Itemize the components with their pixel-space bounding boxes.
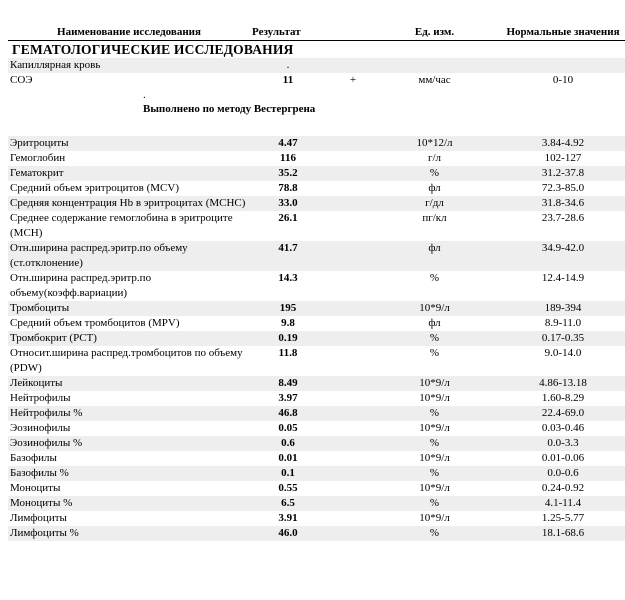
soe-flag: + xyxy=(349,74,357,86)
row-flag xyxy=(326,136,380,151)
table-row xyxy=(8,406,625,421)
row-name: Базофилы xyxy=(10,452,57,464)
row-flag xyxy=(326,526,380,541)
section-title-row xyxy=(8,41,625,59)
row-flag xyxy=(326,331,380,346)
row-result: 3.91 xyxy=(278,512,298,524)
table-row xyxy=(8,526,625,541)
row-unit: 10*9/л xyxy=(419,482,450,494)
row-unit: 10*12/л xyxy=(380,136,489,151)
method-note: Выполнено по методу Вестергрена xyxy=(143,103,316,115)
section-title: ГЕМАТОЛОГИЧЕСКИЕ ИССЛЕДОВАНИЯ xyxy=(12,42,294,57)
row-flag xyxy=(326,376,380,391)
row-norm: 0.17-0.35 xyxy=(489,331,625,346)
row-norm: 34.9-42.0 xyxy=(489,241,625,271)
table-row xyxy=(8,421,625,436)
row-name: Моноциты % xyxy=(8,496,250,511)
row-unit: 10*9/л xyxy=(380,301,489,316)
table-row xyxy=(8,241,625,271)
row-norm: 9.0-14.0 xyxy=(544,347,582,359)
table-row xyxy=(8,211,625,241)
row-norm: 1.60-8.29 xyxy=(541,392,585,404)
row-unit: 10*9/л xyxy=(419,422,450,434)
row-flag xyxy=(326,421,380,436)
table-row xyxy=(8,481,625,496)
table-row xyxy=(8,196,625,211)
row-result: 3.97 xyxy=(278,392,298,404)
row-result: 0.05 xyxy=(278,422,298,434)
table-row xyxy=(8,511,625,526)
row-unit: % xyxy=(380,166,489,181)
table-row xyxy=(8,316,625,331)
row-flag xyxy=(326,301,380,316)
row-name: Отн.ширина распред.эритр.по объему(коэфф.вариации) xyxy=(10,272,152,299)
row-result: 41.7 xyxy=(250,241,326,271)
row-unit: % xyxy=(380,466,489,481)
row-name: Эритроциты xyxy=(8,136,250,151)
row-result: 0.19 xyxy=(250,331,326,346)
row-unit: % xyxy=(380,526,489,541)
row-norm: 0.01-0.06 xyxy=(541,452,585,464)
row-name: Гематокрит xyxy=(8,166,250,181)
row-norm: 31.2-37.8 xyxy=(489,166,625,181)
row-name: Тромбоциты xyxy=(8,301,250,316)
row-name: Нейтрофилы xyxy=(10,392,71,404)
row-unit: фл xyxy=(380,241,489,271)
row-name: Средний объем эритроцитов (MCV) xyxy=(10,182,180,194)
lab-report xyxy=(8,25,620,541)
row-name: Средняя концентрация Hb в эритроцитах (MCHC) xyxy=(8,196,250,211)
row-norm: 1.25-5.77 xyxy=(541,512,585,524)
header-name: Наименование исследования xyxy=(8,25,250,41)
row-unit: % xyxy=(429,347,440,359)
row-flag xyxy=(326,496,380,511)
row-name: Гемоглобин xyxy=(10,152,66,164)
row-flag xyxy=(326,466,380,481)
row-flag xyxy=(326,451,380,466)
row-unit: фл xyxy=(428,317,441,329)
results-table xyxy=(8,25,625,541)
table-row xyxy=(8,166,625,181)
table-row xyxy=(8,181,625,196)
soe-norm: 0-10 xyxy=(552,74,574,86)
row-norm: 8.9-11.0 xyxy=(544,317,582,329)
method-note-row xyxy=(8,102,625,116)
row-name: Лимфоциты xyxy=(10,512,67,524)
row-unit: % xyxy=(380,406,489,421)
row-flag xyxy=(326,271,380,301)
table-row xyxy=(8,301,625,316)
row-norm: 3.84-4.92 xyxy=(489,136,625,151)
row-unit: % xyxy=(380,331,489,346)
row-name: Тромбокрит (PCT) xyxy=(8,331,250,346)
row-name: Базофилы % xyxy=(8,466,250,481)
row-flag xyxy=(326,166,380,181)
row-norm: 31.8-34.6 xyxy=(489,196,625,211)
row-name: Эозинофилы % xyxy=(8,436,250,451)
row-unit: пг/кл xyxy=(422,212,447,224)
row-name: Относит.ширина распред.тромбоцитов по объему (PDW) xyxy=(10,347,243,374)
row-result: 11.8 xyxy=(278,347,298,359)
row-result: 6.5 xyxy=(250,496,326,511)
row-flag xyxy=(326,211,380,241)
row-result: 46.8 xyxy=(250,406,326,421)
row-flag xyxy=(326,511,380,526)
row-result: 4.47 xyxy=(250,136,326,151)
soe-result: 11 xyxy=(282,74,294,86)
sample-result: . xyxy=(250,58,326,73)
row-flag xyxy=(326,241,380,271)
row-result: 0.01 xyxy=(278,452,298,464)
row-norm: 23.7-28.6 xyxy=(541,212,585,224)
table-row xyxy=(8,151,625,166)
row-flag xyxy=(326,181,380,196)
row-norm: 12.4-14.9 xyxy=(541,272,585,284)
table-row xyxy=(8,391,625,406)
row-norm: 0.24-0.92 xyxy=(541,482,585,494)
row-flag xyxy=(326,406,380,421)
row-result: 116 xyxy=(280,152,296,164)
row-result: 0.6 xyxy=(250,436,326,451)
row-name: Средний объем тромбоцитов (MPV) xyxy=(10,317,180,329)
row-norm: 72.3-85.0 xyxy=(541,182,585,194)
row-name: Лимфоциты % xyxy=(8,526,250,541)
row-unit: г/л xyxy=(427,152,442,164)
row-result: 78.8 xyxy=(278,182,298,194)
row-flag xyxy=(326,151,380,166)
row-norm: 0.03-0.46 xyxy=(541,422,585,434)
row-result: 0.55 xyxy=(278,482,298,494)
row-result: 14.3 xyxy=(278,272,298,284)
row-flag xyxy=(326,346,380,376)
soe-name: СОЭ xyxy=(10,74,33,86)
row-name: Среднее содержание гемоглобина в эритроците (MCH) xyxy=(10,212,233,239)
row-unit: % xyxy=(429,272,440,284)
row-result: 26.1 xyxy=(278,212,298,224)
row-flag xyxy=(326,481,380,496)
row-norm: 22.4-69.0 xyxy=(489,406,625,421)
row-unit: 10*9/л xyxy=(419,512,450,524)
row-result: 0.1 xyxy=(250,466,326,481)
row-unit: фл xyxy=(428,182,441,194)
row-name: Эозинофилы xyxy=(10,422,71,434)
header-result: Результат xyxy=(250,25,326,41)
row-norm: 0.0-0.6 xyxy=(489,466,625,481)
row-name: Отн.ширина распред.эритр.по объему (ст.отклонение) xyxy=(8,241,250,271)
row-unit: 10*9/л xyxy=(419,392,450,404)
row-flag xyxy=(326,436,380,451)
row-norm: 4.1-11.4 xyxy=(489,496,625,511)
row-result: 35.2 xyxy=(250,166,326,181)
table-row xyxy=(8,136,625,151)
table-row xyxy=(8,436,625,451)
row-result: 46.0 xyxy=(250,526,326,541)
row-flag xyxy=(326,391,380,406)
row-flag xyxy=(326,316,380,331)
method-dot-row xyxy=(8,88,625,102)
row-result: 195 xyxy=(250,301,326,316)
row-unit: 10*9/л xyxy=(419,452,450,464)
table-row xyxy=(8,466,625,481)
method-dot: . xyxy=(143,89,146,101)
header-norm: Нормальные значения xyxy=(489,25,625,41)
table-row xyxy=(8,496,625,511)
row-unit: % xyxy=(380,436,489,451)
row-norm: 4.86-13.18 xyxy=(489,376,625,391)
table-row xyxy=(8,376,625,391)
table-row xyxy=(8,346,625,376)
table-row xyxy=(8,271,625,301)
sample-row xyxy=(8,58,625,73)
row-name: Нейтрофилы % xyxy=(8,406,250,421)
row-norm: 18.1-68.6 xyxy=(489,526,625,541)
row-unit: % xyxy=(380,496,489,511)
soe-row xyxy=(8,73,625,88)
table-header xyxy=(8,25,625,41)
table-row xyxy=(8,331,625,346)
row-result: 33.0 xyxy=(250,196,326,211)
row-name: Моноциты xyxy=(10,482,61,494)
header-unit: Ед. изм. xyxy=(380,25,489,41)
spacer-row xyxy=(8,116,625,136)
row-flag xyxy=(326,196,380,211)
row-norm: 102-127 xyxy=(544,152,582,164)
row-norm: 0.0-3.3 xyxy=(489,436,625,451)
row-norm: 189-394 xyxy=(489,301,625,316)
header-flag xyxy=(326,25,380,41)
soe-unit: мм/час xyxy=(418,74,451,86)
row-name: Лейкоциты xyxy=(8,376,250,391)
row-result: 8.49 xyxy=(250,376,326,391)
row-result: 9.8 xyxy=(281,317,295,329)
table-row xyxy=(8,451,625,466)
row-unit: 10*9/л xyxy=(380,376,489,391)
row-unit: г/дл xyxy=(380,196,489,211)
sample-name: Капиллярная кровь xyxy=(8,58,250,73)
